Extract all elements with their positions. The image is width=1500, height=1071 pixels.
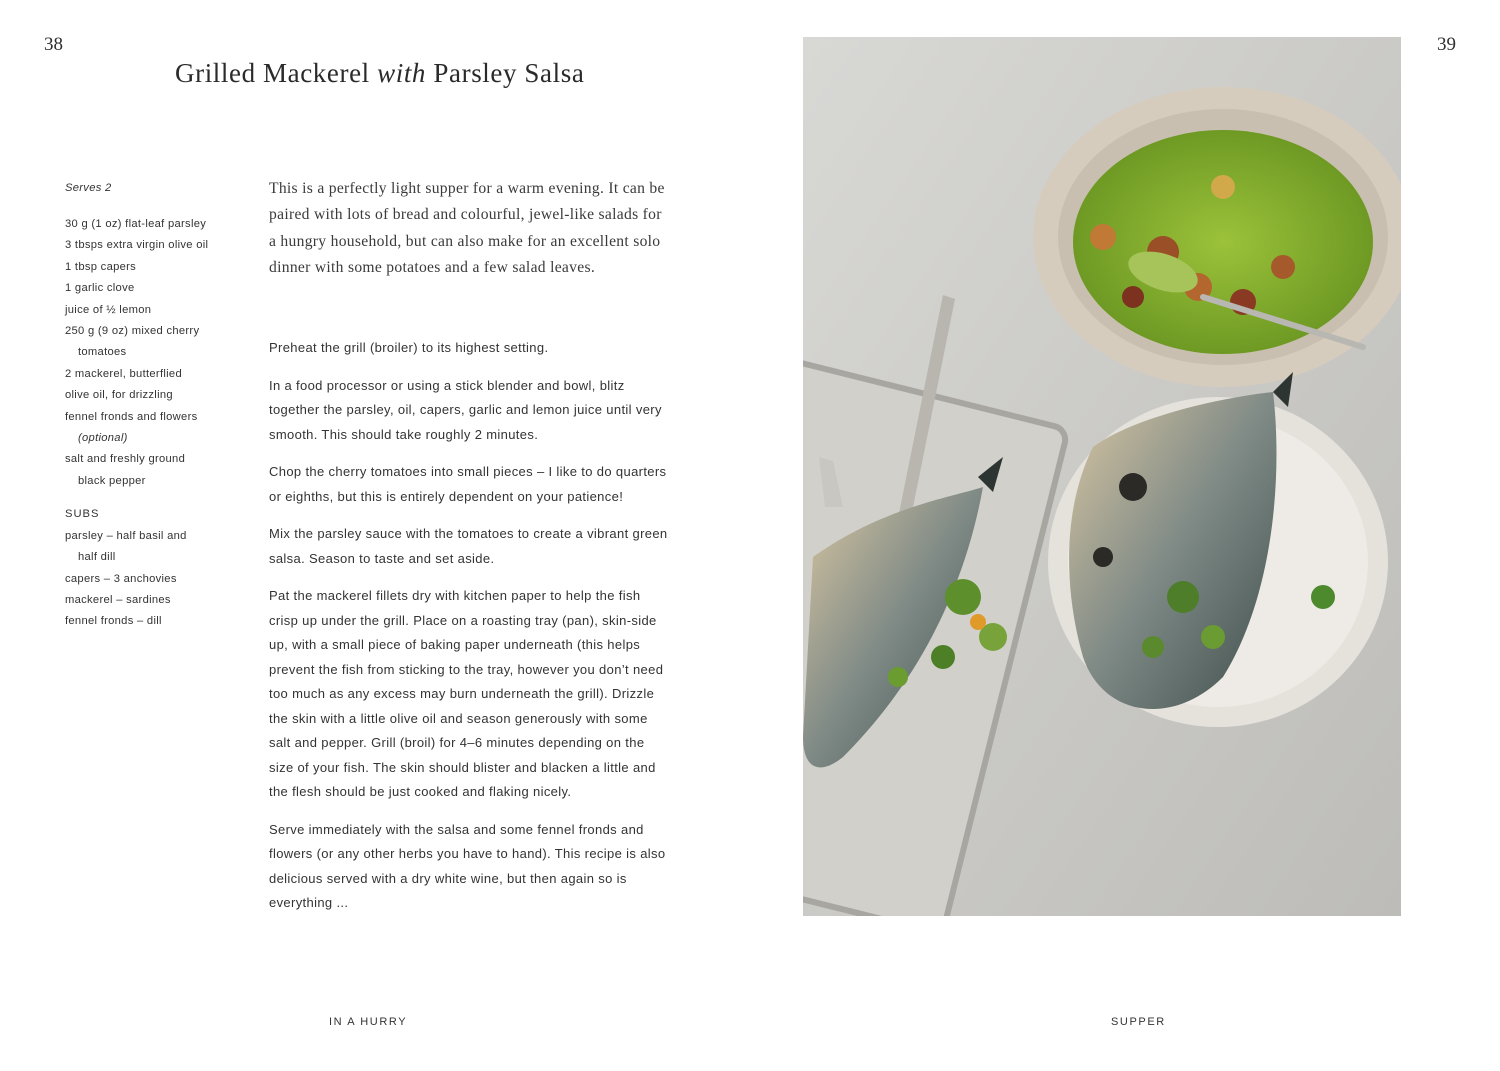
sub-item — [65, 590, 240, 611]
ingredient-item — [65, 449, 240, 492]
ingredient-item — [65, 385, 240, 406]
title-post: Parsley Salsa — [426, 58, 585, 88]
ingredient-item — [65, 257, 240, 278]
subs-list — [65, 526, 240, 633]
ingredient-item-line: 250 g (9 oz) mixed cherry — [65, 325, 200, 338]
sub-item-line: mackerel – sardines — [65, 593, 171, 606]
sub-item-line: half dill — [78, 551, 116, 564]
ingredient-item-line: 2 mackerel, butterflied — [65, 367, 182, 380]
serves-label: Serves 2 — [65, 182, 112, 194]
ingredient-item-line: 1 garlic clove — [65, 282, 135, 295]
footer-section-right: SUPPER — [1111, 1016, 1166, 1028]
ingredient-item-line: olive oil, for drizzling — [65, 389, 173, 402]
ingredient-item — [65, 214, 240, 235]
ingredient-item-line: tomatoes — [78, 346, 127, 359]
ingredient-item-line: juice of ½ lemon — [65, 303, 152, 316]
recipe-title — [175, 58, 584, 89]
ingredient-item — [65, 407, 240, 450]
sub-item — [65, 569, 240, 590]
subs-heading: SUBS — [65, 508, 100, 521]
mackerel-photo-illustration — [803, 37, 1401, 916]
page-number-left: 38 — [44, 34, 63, 55]
sub-item — [65, 611, 240, 632]
ingredient-item-line: (optional) — [78, 432, 128, 445]
ingredients-column — [65, 180, 240, 633]
title-pre: Grilled Mackerel — [175, 58, 378, 88]
method-steps — [269, 336, 669, 929]
ingredient-item-line: 30 g (1 oz) flat-leaf parsley — [65, 218, 207, 230]
sub-item — [65, 526, 240, 569]
method-step: Preheat the grill (broiler) to its highest setting. — [269, 340, 549, 355]
sub-item-line: fennel fronds – dill — [65, 615, 162, 628]
title-italic: with — [377, 58, 427, 88]
ingredient-item — [65, 300, 240, 321]
method-step: Mix the parsley sauce with the tomatoes to create a vibrant green salsa. Season to taste and set aside. — [269, 526, 668, 566]
ingredient-item-line: 3 tbsps extra virgin olive oil — [65, 239, 209, 252]
ingredient-item — [65, 321, 240, 364]
method-step: Serve immediately with the salsa and some fennel fronds and flowers (or any other herbs you have to hand). This recipe is also delicious served with a dry white wine, but then again so is everything ... — [269, 821, 666, 910]
method-step: Chop the cherry tomatoes into small pieces – I like to do quarters or eighths, but this is entirely dependent on your patience! — [269, 464, 667, 504]
food-photo — [803, 37, 1401, 916]
method-step: In a food processor or using a stick blender and bowl, blitz together the parsley, oil, capers, garlic and lemon juice until very smooth. This should take roughly 2 minutes. — [269, 377, 662, 442]
ingredient-item-line: 1 tbsp capers — [65, 260, 137, 273]
method-step: Pat the mackerel fillets dry with kitchen paper to help the fish crisp up under the grill. Place on a roasting tray (pan), skin-side up, with a small piece of baking paper underneath (this helps prevent the fish from sticking to the tray, however you don’t need too much as any excess may burn underneath the grill). Drizzle the skin with a little olive oil and season generously with some salt and pepper. Grill (broil) for 4–6 minutes depending on the size of your fish. The skin should blister and blacken a little and the flesh should be just cooked and flaking nicely. — [269, 588, 664, 799]
ingredient-list — [65, 214, 240, 492]
ingredient-item — [65, 364, 240, 385]
footer-section-left: IN A HURRY — [329, 1016, 408, 1028]
ingredient-item-line: salt and freshly ground — [65, 453, 186, 466]
ingredient-item — [65, 235, 240, 256]
sub-item-line: parsley – half basil and — [65, 529, 187, 542]
ingredient-item — [65, 278, 240, 299]
ingredient-item-line: fennel fronds and flowers — [65, 410, 198, 423]
ingredient-item-line: black pepper — [78, 474, 146, 487]
page-number-right: 39 — [1437, 34, 1456, 55]
sub-item-line: capers – 3 anchovies — [65, 572, 177, 585]
intro-paragraph: This is a perfectly light supper for a warm evening. It can be paired with lots of bread and colourful, jewel-like salads for a hungry household, but can also make for an excellent solo dinner with some potatoes and a few salad leaves. — [269, 180, 665, 277]
